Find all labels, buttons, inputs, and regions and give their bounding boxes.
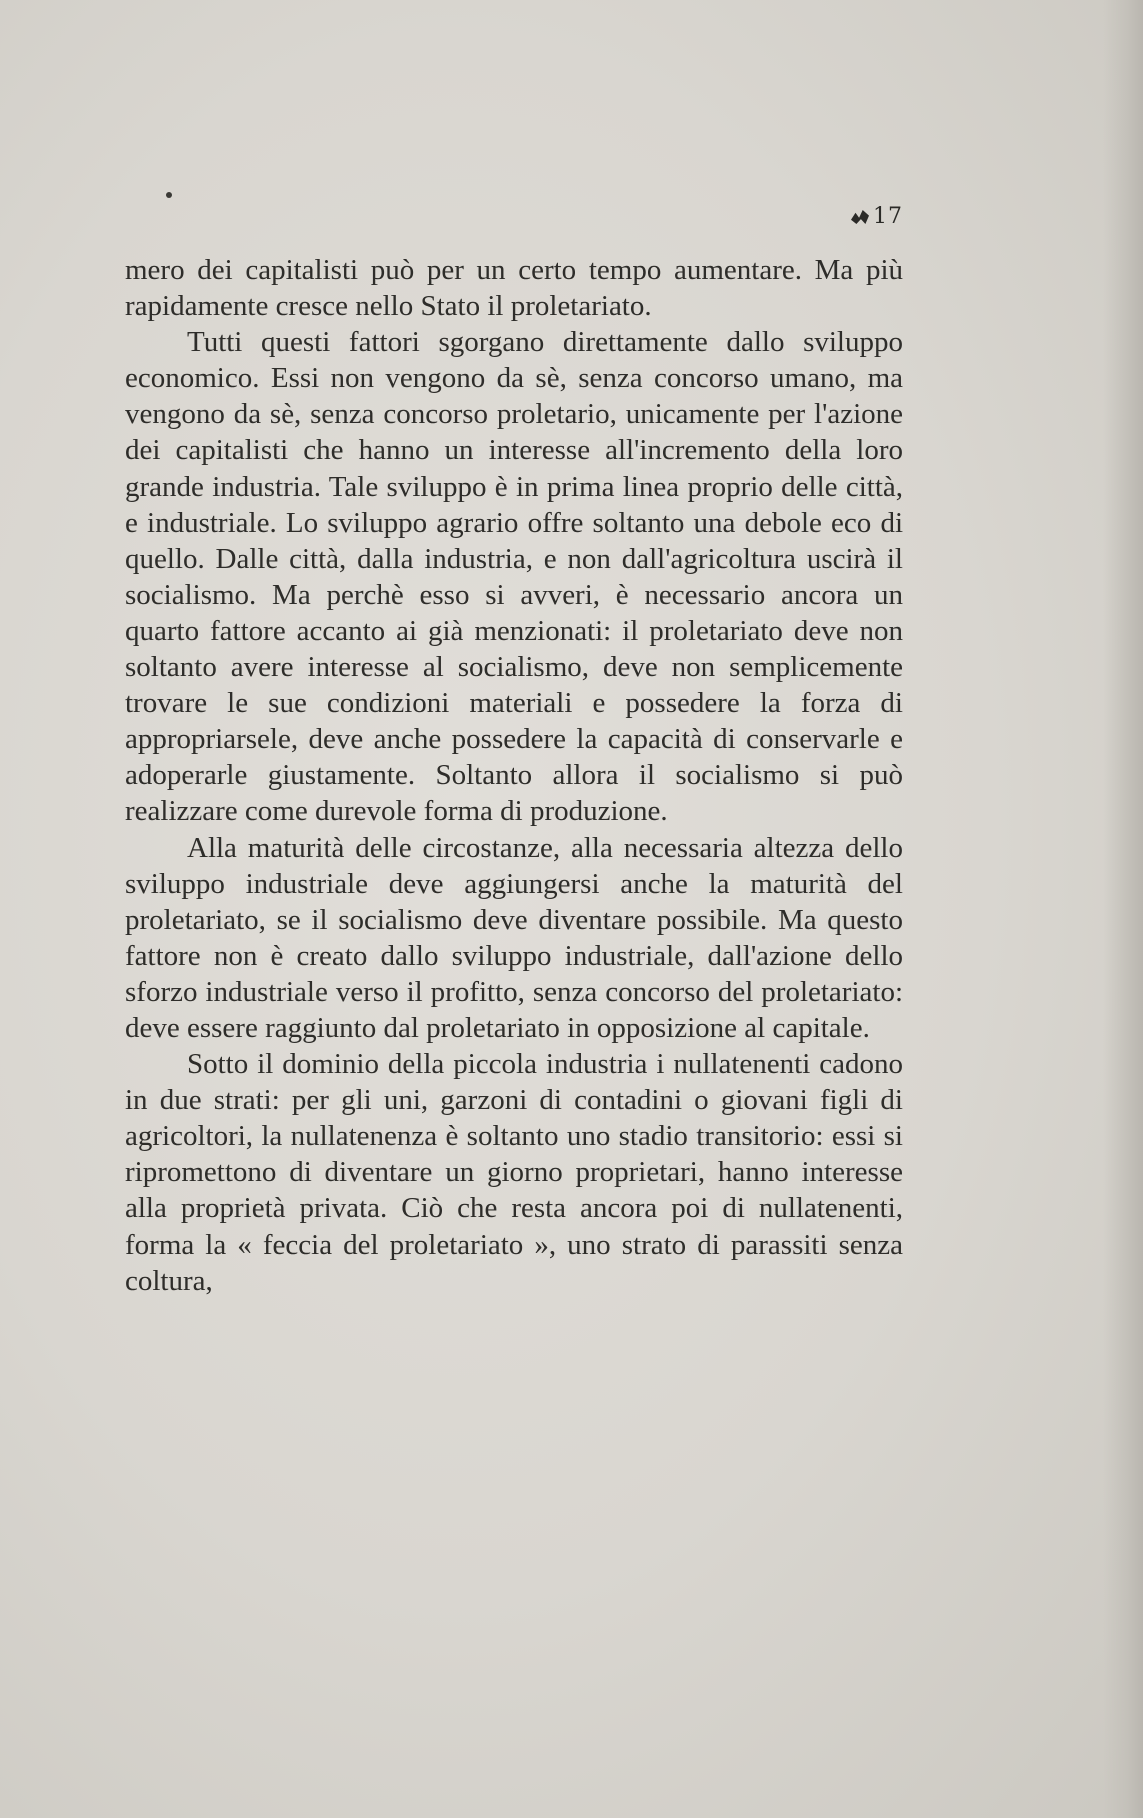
page-number: 17	[873, 204, 903, 229]
running-header	[125, 202, 903, 238]
ink-speck-icon	[166, 192, 172, 198]
paragraph: Tutti questi fattori sgorgano direttamente dallo sviluppo economico. Essi non vengono da sè, senza concorso umano, ma vengono da sè, senza concorso proletario, unicamente per l'azione dei capitalisti che hanno un interesse all'incremento della loro grande industria. Tale sviluppo è in prima linea proprio delle città, e industriale. Lo sviluppo agrario offre soltanto una debole eco di quello. Dalle città, dalla industria, e non dall'agricoltura uscirà il socialismo. Ma perchè esso si avveri, è necessario ancora un quarto fattore accanto ai già menzionati: il proletariato deve non soltanto avere interesse al socialismo, deve non semplicemente trovare le sue condizioni materiali e possedere la forza di appropriarsele, deve anche possedere la capacità di conservarle e adoperarle giustamente. Soltanto allora il socialismo si può realizzare come durevole forma di produzione.	[125, 326, 903, 828]
page-edge-shadow	[1103, 0, 1143, 1818]
paragraph: Alla maturità delle circostanze, alla necessaria altezza dello sviluppo industriale deve aggiungersi anche la maturità del proletariato, se il socialismo deve diventare possibile. Ma questo fattore non è creato dallo sviluppo industriale, dall'azione dello sforzo industriale verso il profitto, senza concorso del proletariato: deve essere raggiunto dal proletariato in opposizione al capitale.	[125, 831, 903, 1044]
paragraph: Sotto il dominio della piccola industria i nullatenenti cadono in due strati: per gli uni, garzoni di contadini o giovani figli di agricoltori, la nullatenenza è soltanto uno stadio transitorio: essi si ripromettono di diventare un giorno proprietari, hanno interesse alla proprietà privata. Ciò che resta ancora poi di nullatenenti, forma la « feccia del proletariato », uno strato di parassiti senza coltura,	[125, 1048, 903, 1297]
body-text	[125, 252, 903, 1299]
paragraph: mero dei capitalisti può per un certo tempo aumentare. Ma più rapidamente cresce nello Stato il proletariato.	[125, 254, 903, 323]
printer-ornament-icon	[851, 210, 869, 224]
